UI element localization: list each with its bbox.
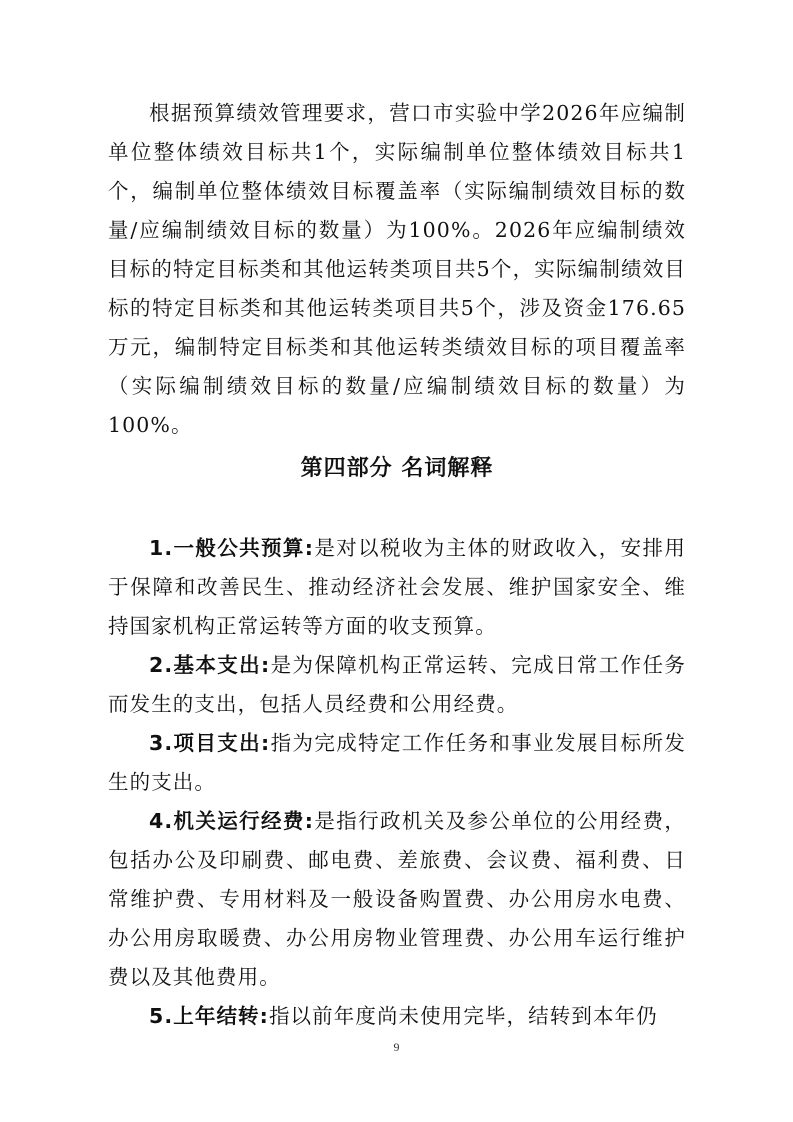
budget-performance-paragraph: 根据预算绩效管理要求，营口市实验中学2026年应编制单位整体绩效目标共1个，实际编制单位整体绩效目标共1个，编制单位整体绩效目标覆盖率（实际编制绩效目标的数量/应编制绩效目标的数量）为100%。2026年应编制绩效目标的特定目标类和其他运转类项目共5个，实际编制绩效目标的特定目标类和其他运转类项目共5个，涉及资金176.65万元，编制特定目标类和其他运转类绩效目标的项目覆盖率（实际编制绩效目标的数量/应编制绩效目标的数量）为100%。 [108, 101, 686, 437]
section-title: 第四部分 名词解释 [300, 456, 494, 481]
term-label: 3.项目支出: [149, 731, 271, 755]
term-label: 1.一般公共预算: [149, 536, 315, 560]
term-definition: 是对以税收为主体的财政收入，安排用于保障和改善民生、推动经济社会发展、维护国家安全、维持国家机构正常运转等方面的收支预算。 [108, 536, 686, 638]
term-definition: 是指行政机关及参公单位的公用经费，包括办公及印刷费、邮电费、差旅费、会议费、福利费、日常维护费、专用材料及一般设备购置费、办公用房水电费、办公用房取暖费、办公用房物业管理费、办公用车运行维护费以及其他费用。 [108, 809, 686, 989]
term-entry-project-expenditure [108, 724, 686, 802]
term-label: 2.基本支出: [149, 653, 271, 677]
page-number: 9 [393, 1040, 400, 1054]
term-definition: 指以前年度尚未使用完毕，结转到本年仍 [268, 1004, 658, 1028]
term-label: 5.上年结转: [149, 1004, 269, 1028]
document-page [108, 94, 686, 1036]
term-entry-carryover [108, 997, 686, 1036]
term-definition: 指为完成特定工作任务和事业发展目标所发生的支出。 [108, 731, 686, 794]
term-definition: 是为保障机构正常运转、完成日常工作任务而发生的支出，包括人员经费和公用经费。 [108, 653, 686, 716]
term-entry-general-budget [108, 529, 686, 646]
term-label: 4.机关运行经费: [149, 809, 315, 833]
term-entry-operating-expenses [108, 802, 686, 997]
term-entry-basic-expenditure [108, 646, 686, 724]
